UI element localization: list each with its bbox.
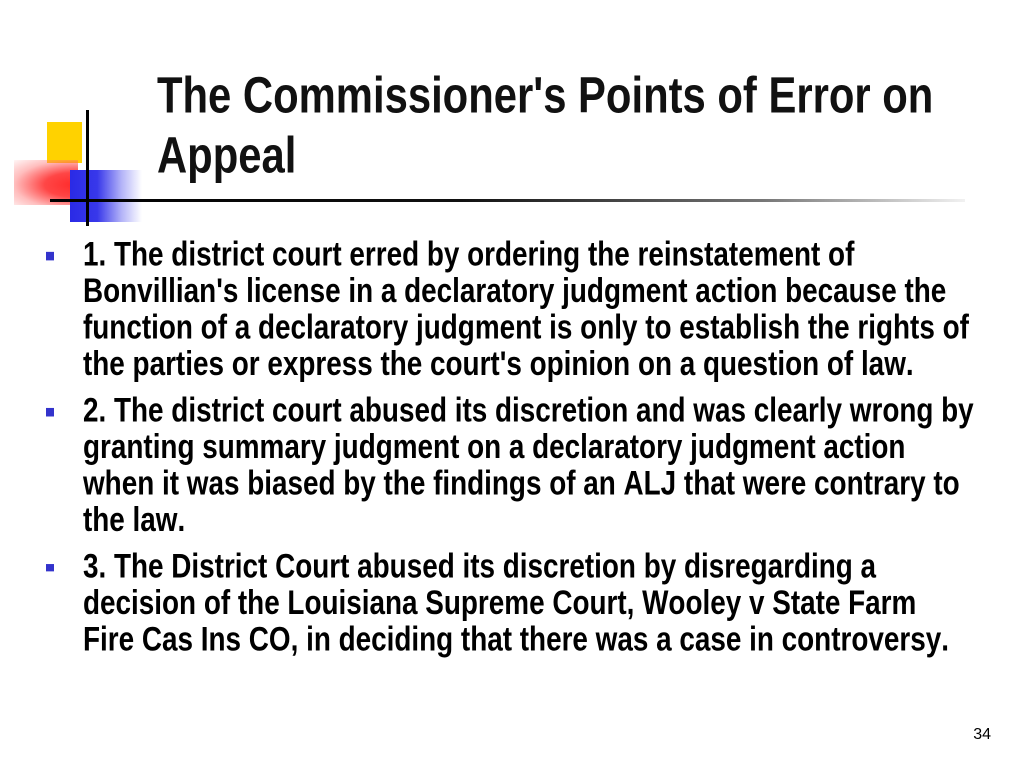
square-bullet-icon	[46, 252, 54, 260]
bullet-item	[46, 548, 996, 658]
vertical-accent-line	[86, 110, 89, 226]
yellow-square-shape	[47, 122, 82, 163]
bullet-text: 1. The district court erred by ordering the reinstatement of Bonvillian's license in a declaratory judgment action because the function of a declaratory judgment is only to establish the rights of the parties or express the court's opinion on a question of law.	[83, 234, 969, 383]
title-underline	[50, 199, 965, 202]
square-bullet-icon	[46, 408, 54, 416]
bullet-text: 3. The District Court abused its discretion by disregarding a decision of the Louisiana Supreme Court, Wooley v State Farm Fire Cas Ins CO, in deciding that there was a case in controversy.	[83, 546, 949, 658]
square-bullet-icon	[46, 564, 54, 572]
bullet-list	[46, 236, 996, 667]
page-number: 34	[973, 726, 991, 743]
bullet-text: 2. The district court abused its discretion and was clearly wrong by granting summary judgment on a declaratory judgment action when it was biased by the findings of an ALJ that were contrary to the law.	[83, 390, 974, 539]
bullet-item	[46, 236, 996, 383]
slide-title: The Commissioner's Points of Error on Appeal	[157, 66, 934, 184]
bullet-item	[46, 392, 996, 539]
blue-square-shape	[70, 170, 142, 222]
